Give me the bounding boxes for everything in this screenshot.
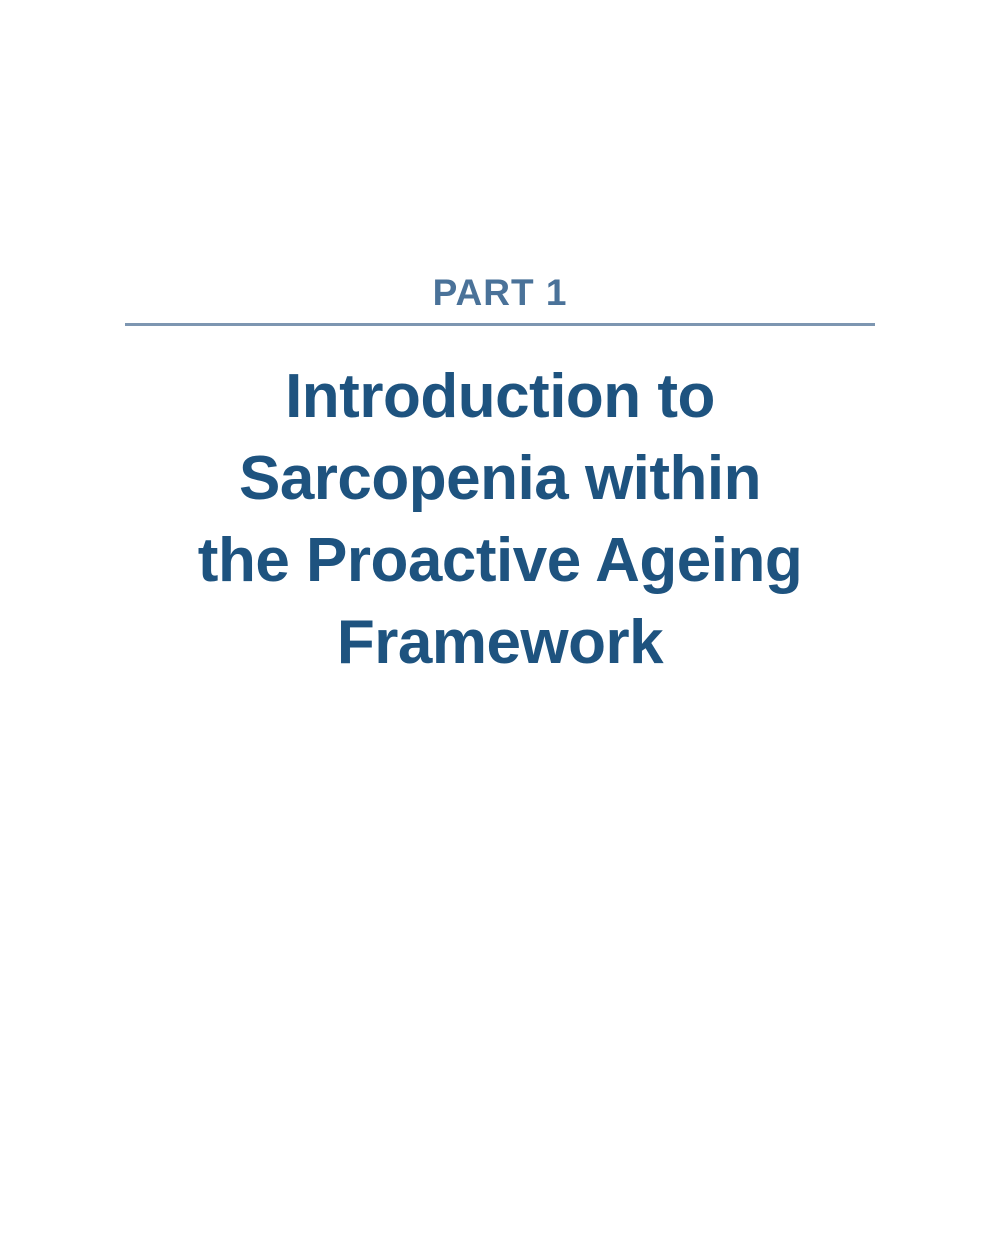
part-title-line-3: the Proactive Ageing bbox=[197, 526, 803, 595]
part-title-line-2: Sarcopenia within bbox=[238, 444, 762, 513]
part-divider-line bbox=[125, 323, 875, 326]
part-label: PART 1 bbox=[432, 272, 568, 313]
part-title bbox=[0, 356, 1000, 684]
part-title-line-1: Introduction to bbox=[285, 362, 715, 431]
part-title-line-4: Framework bbox=[336, 608, 664, 677]
